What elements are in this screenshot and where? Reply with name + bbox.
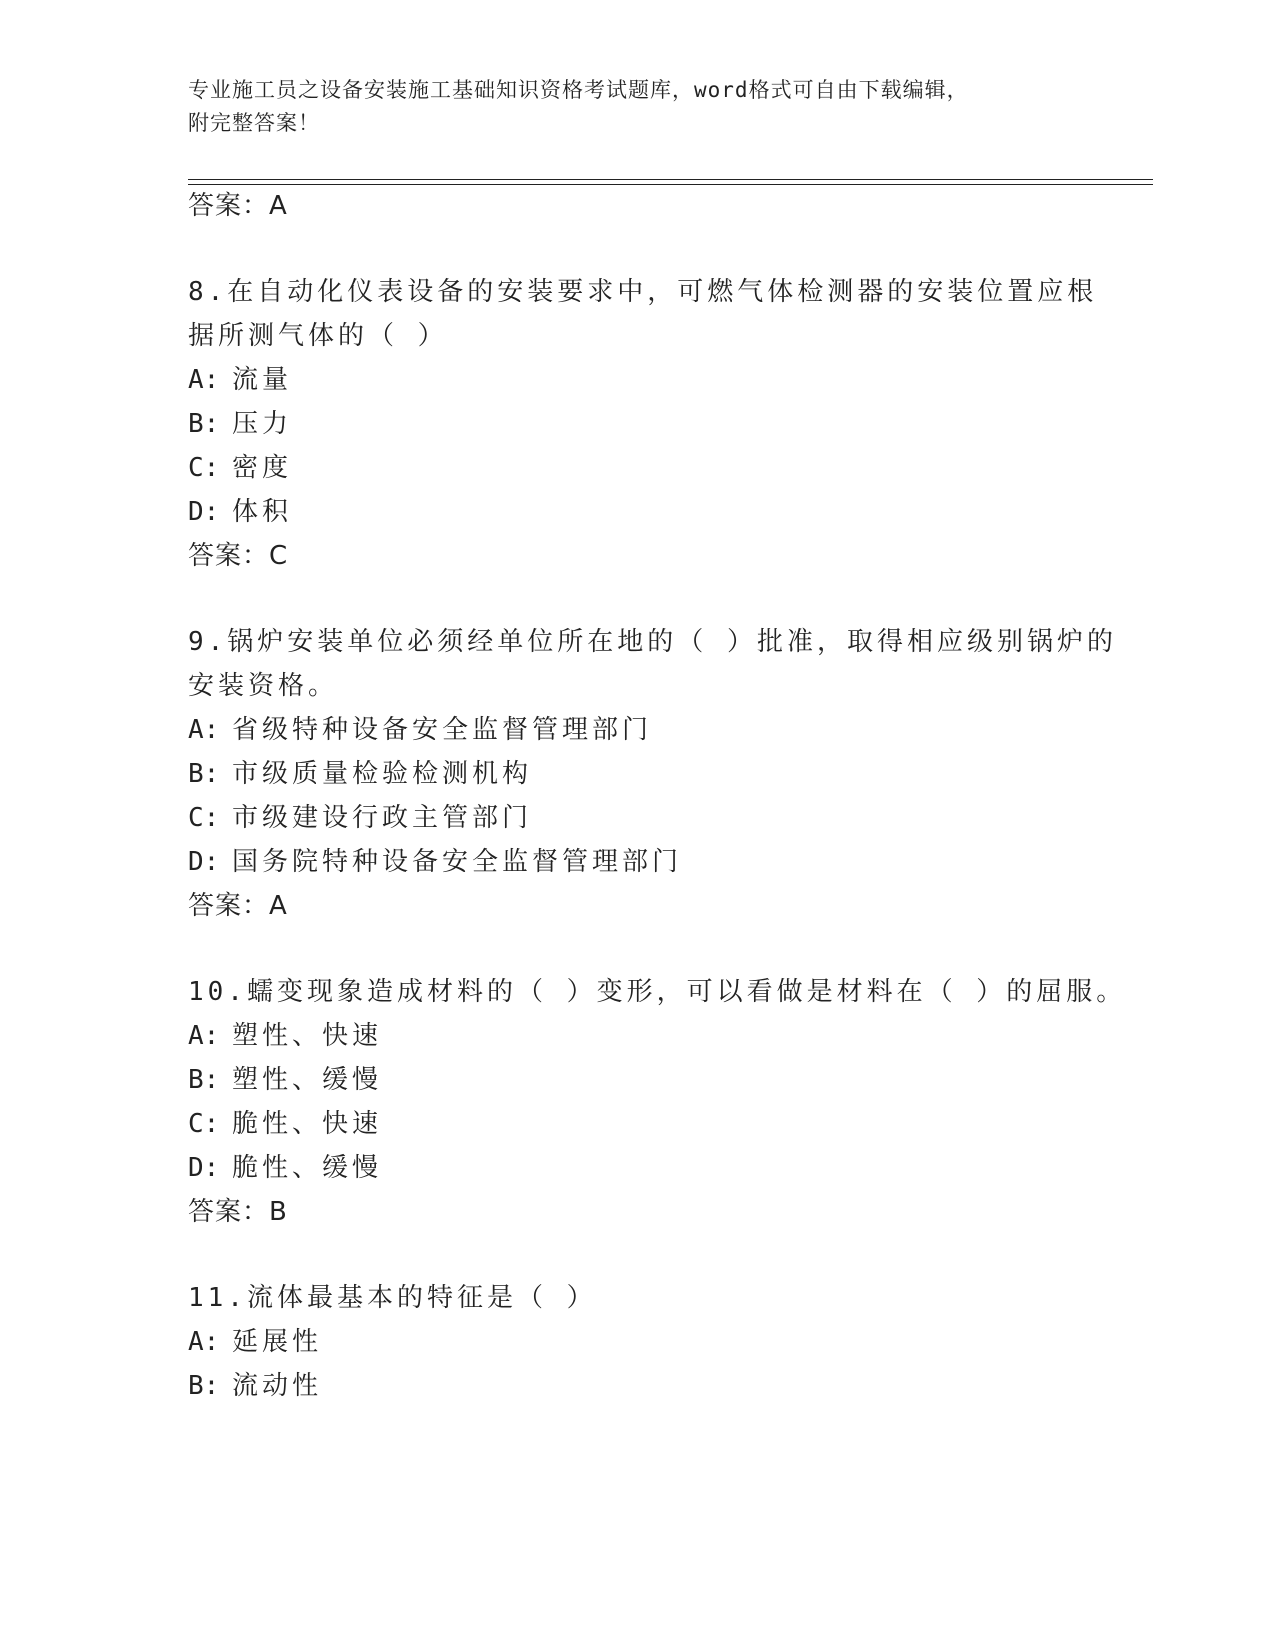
question-9-stem-line-1: 9.锅炉安装单位必须经单位所在地的（ ）批准，取得相应级别锅炉的	[188, 627, 1117, 657]
document-header	[188, 74, 1068, 140]
question-10-option-b	[188, 1063, 382, 1097]
option-text: 流动性	[232, 1371, 323, 1401]
question-8-option-d	[188, 495, 292, 529]
option-text: 密度	[232, 453, 293, 483]
question-8-stem-line-1: 8.在自动化仪表设备的安装要求中，可燃气体检测器的安装位置应根	[188, 277, 1098, 307]
question-11-option-b	[188, 1369, 322, 1403]
option-label: B:	[188, 409, 220, 439]
option-label: D:	[188, 1153, 220, 1183]
option-label: D:	[188, 497, 220, 527]
question-8-answer: 答案：C	[188, 541, 289, 571]
previous-answer: 答案：A	[188, 191, 288, 221]
option-label: B:	[188, 759, 220, 789]
option-label: A:	[188, 715, 220, 745]
question-9-option-b	[188, 757, 532, 791]
question-10-stem-line-1: 10.蠕变现象造成材料的（ ）变形，可以看做是材料在（ ）的屈服。	[188, 977, 1127, 1007]
option-label: A:	[188, 1327, 220, 1357]
header-line-2: 附完整答案！	[188, 111, 320, 135]
question-10-option-a	[188, 1019, 382, 1053]
option-text: 国务院特种设备安全监督管理部门	[232, 847, 683, 877]
option-text: 体积	[232, 497, 293, 527]
question-10-answer: 答案：B	[188, 1197, 288, 1227]
question-10-option-d	[188, 1151, 382, 1185]
question-8-option-a	[188, 363, 292, 397]
option-label: B:	[188, 1371, 220, 1401]
option-label: A:	[188, 365, 220, 395]
option-label: C:	[188, 453, 220, 483]
question-9-option-a	[188, 713, 652, 747]
option-label: C:	[188, 803, 220, 833]
option-text: 省级特种设备安全监督管理部门	[232, 715, 653, 745]
option-text: 塑性、快速	[232, 1021, 383, 1051]
option-text: 延展性	[232, 1327, 323, 1357]
option-text: 脆性、缓慢	[232, 1153, 383, 1183]
option-label: B:	[188, 1065, 220, 1095]
header-line-1: 专业施工员之设备安装施工基础知识资格考试题库，word格式可自由下载编辑，	[188, 78, 969, 102]
question-8-stem-line-2: 据所测气体的（ ）	[188, 321, 448, 351]
option-label: D:	[188, 847, 220, 877]
question-9-stem-line-2: 安装资格。	[188, 671, 339, 701]
option-label: C:	[188, 1109, 220, 1139]
option-text: 市级建设行政主管部门	[232, 803, 533, 833]
question-8-option-c	[188, 451, 292, 485]
question-9-answer: 答案：A	[188, 891, 288, 921]
question-11-option-a	[188, 1325, 322, 1359]
question-10-option-c	[188, 1107, 382, 1141]
header-divider-top	[188, 179, 1153, 180]
option-text: 脆性、快速	[232, 1109, 383, 1139]
question-9-option-c	[188, 801, 532, 835]
option-text: 市级质量检验检测机构	[232, 759, 533, 789]
question-11-stem-line-1: 11.流体最基本的特征是（ ）	[188, 1283, 597, 1313]
option-label: A:	[188, 1021, 220, 1051]
question-9-option-d	[188, 845, 682, 879]
question-8-option-b	[188, 407, 292, 441]
option-text: 流量	[232, 365, 293, 395]
option-text: 塑性、缓慢	[232, 1065, 383, 1095]
option-text: 压力	[232, 409, 293, 439]
header-divider-bottom	[188, 184, 1153, 185]
